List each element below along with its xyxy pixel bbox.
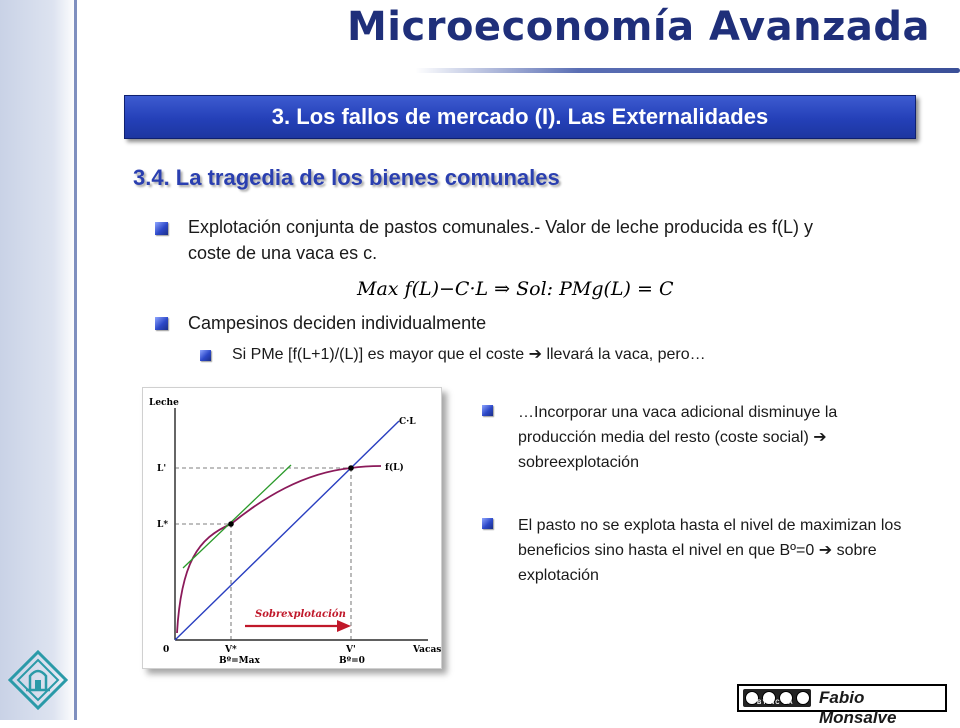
right-bullet2-text: El pasto no se explota hasta el nivel de maximizan los beneficios sino hasta el nivel en que Bº=0 xyxy=(518,517,902,559)
x-tick-vprime-sub: Bº=0 xyxy=(339,656,365,666)
arrow-label: Sobrexplotación xyxy=(255,609,346,620)
bullet-text-pastures: Explotación conjunta de pastos comunales.- Valor de leche producida es f(L) y coste de una vaca es c. xyxy=(188,217,814,263)
sub-bullet-condition: Si PMe [f(L+1)/(L)] es mayor que el coste xyxy=(232,346,525,363)
optimization-formula: Max f(L)−C·L ⇒ Sol: PMg(L) = C xyxy=(357,278,674,300)
right-arrow-icon: ➔ xyxy=(818,542,833,559)
x-axis-label: Vacas xyxy=(413,645,441,655)
right-arrow-icon: ➔ xyxy=(813,429,827,446)
bullet-icon xyxy=(482,518,493,529)
curve-label: f(L) xyxy=(385,463,404,473)
creative-commons-icon xyxy=(743,689,811,707)
bullet-text-farmers: Campesinos deciden individualmente xyxy=(188,313,487,333)
y-axis-label: Leche xyxy=(149,398,179,408)
y-tick-lprime: L' xyxy=(157,464,167,474)
left-decorative-band xyxy=(0,0,76,720)
subsection-title: 3.4. La tragedia de los bienes comunales xyxy=(133,165,560,190)
right-bullet1-text: …Incorporar una vaca adicional disminuye la producción media del resto (coste social) xyxy=(518,404,838,446)
bullet-icon xyxy=(155,317,168,330)
x-tick-vprime: V' xyxy=(346,645,356,655)
diagram-svg xyxy=(143,388,441,668)
origin-label: 0 xyxy=(163,645,170,655)
bullet-icon xyxy=(155,222,168,235)
bullet-icon xyxy=(482,405,493,416)
author-name: Fabio Monsalve xyxy=(819,688,897,727)
header-rule xyxy=(415,68,960,73)
arrow-head xyxy=(337,620,351,632)
right-bullet1-result: sobreexplotación xyxy=(518,454,639,471)
optimum-point xyxy=(228,521,234,527)
right-bullet2-result: sobre explotación xyxy=(518,542,877,584)
tragedy-commons-diagram xyxy=(142,387,442,669)
cost-line xyxy=(175,421,399,640)
sub-bullet-text xyxy=(232,344,872,366)
sub-bullet-result: llevará la vaca, pero… xyxy=(546,346,706,363)
cost-line-label: C·L xyxy=(399,417,416,427)
license-badge xyxy=(737,684,947,727)
university-logo-icon xyxy=(8,650,68,710)
tangent-line xyxy=(183,465,291,568)
app-title: Microeconomía Avanzada xyxy=(347,4,930,50)
license-text: BY NC SA xyxy=(757,700,794,706)
right-bullet-overexploitation xyxy=(518,513,908,588)
section-banner: 3. Los fallos de mercado (I). Las Externalidades xyxy=(124,95,916,139)
left-band-edge xyxy=(74,0,77,720)
equilibrium-point xyxy=(348,465,354,471)
bullet-icon xyxy=(200,350,211,361)
y-tick-lstar: L* xyxy=(157,520,169,530)
right-bullet-social-cost xyxy=(518,400,908,475)
x-tick-vstar: V* xyxy=(225,645,237,655)
x-tick-vstar-sub: Bº=Max xyxy=(219,656,260,666)
right-arrow-icon: ➔ xyxy=(528,346,542,363)
